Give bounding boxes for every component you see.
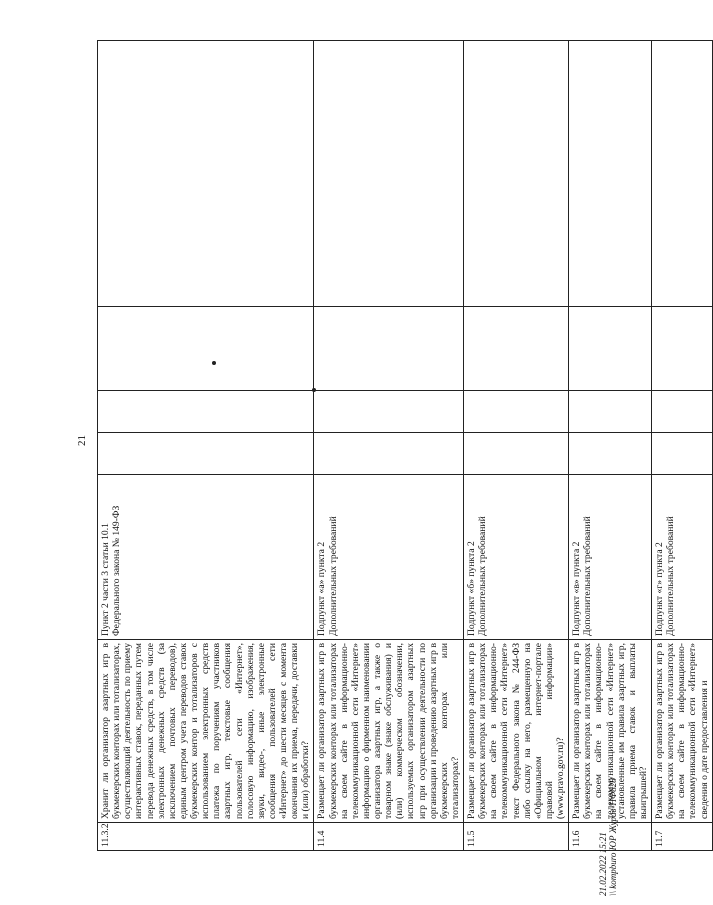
footer-stamp	[598, 778, 619, 896]
answer-cell-no	[464, 391, 569, 433]
row-legal-basis: Подпункт «в» пункта 2 Дополнительных требований	[569, 475, 652, 640]
table-row	[464, 41, 569, 851]
answer-cell-yes	[464, 433, 569, 475]
answer-cell-yes	[569, 433, 652, 475]
answer-cell-yes	[314, 433, 464, 475]
answer-cell-na	[98, 307, 314, 391]
notes-cell	[464, 41, 569, 307]
answer-cell-na	[652, 307, 713, 391]
answer-cell-na	[569, 307, 652, 391]
answer-cell-no	[652, 391, 713, 433]
row-question: Размещает ли организатор азартных игр в букмекерских конторах или тотализаторах на своем сайте в информационно-телекоммуникационной сети «Интернет» установленные им правила азартных игр, правила приема ставок и выплаты выигрышей?	[569, 640, 652, 823]
row-number: 11.5	[464, 823, 569, 851]
row-number: 11.7	[652, 823, 713, 851]
answer-cell-na	[314, 307, 464, 391]
row-number: 11.4	[314, 823, 464, 851]
requirements-table	[97, 40, 713, 851]
notes-cell	[569, 41, 652, 307]
table-row	[569, 41, 652, 851]
answer-cell-no	[98, 391, 314, 433]
row-legal-basis: Подпункт «а» пункта 2 Дополнительных требований	[314, 475, 464, 640]
page-number: 21	[76, 435, 88, 446]
notes-cell	[652, 41, 713, 307]
answer-cell-yes	[98, 433, 314, 475]
row-legal-basis: Пункт 2 части 3 статьи 10.1 Федерального закона № 149-ФЗ	[98, 475, 314, 640]
row-legal-basis: Подпункт «б» пункта 2 Дополнительных требований	[464, 475, 569, 640]
row-question: Размещает ли организатор азартных игр в букмекерских конторах или тотализаторах на своем сайте в информационно-телекоммуникационной сети «Интернет» текст Федерального закона № 244-ФЗ либо ссылку на него, размещенную на «Официальном интернет-портале правовой информации» (www.pravo.gov.ru)?	[464, 640, 569, 823]
notes-cell	[98, 41, 314, 307]
answer-cell-no	[569, 391, 652, 433]
footer-date: 21.02.2022 15:21	[598, 832, 608, 896]
table-row	[652, 41, 713, 851]
answer-cell-na	[464, 307, 569, 391]
row-question: Хранит ли организатор азартных игр в букмекерских конторах или тотализаторах, осуществляющий деятельность по приему интерактивных ставок, переданных путем перевода денежных средств, в том числе электронных денежных средств (за исключением почтовых переводов), единым центром учета переводов ставок букмекерских контор и тотализаторов с использованием электронных средств платежа по поручениям участников азартных игр, текстовые сообщения пользователей сети «Интернет», голосовую информацию, изображения, звуки, видео-, иные электронные сообщения пользователей сети «Интернет» до шести месяцев с момента окончания их приема, передачи, доставки и (или) обработки?	[98, 640, 314, 823]
row-question: Размещает ли организатор азартных игр в букмекерских конторах или тотализаторах на своем сайте в информационно-телекоммуникационной сети «Интернет» сведения о дате предоставления и	[652, 640, 713, 823]
row-question: Размещает ли организатор азартных игр в букмекерских конторах или тотализаторах на своем сайте в информационно-телекоммуникационной сети «Интернет» информацию о фирменном наименовании организатора азартных игр, а также о товарном знаке (знаке обслуживания) и (или) коммерческом обозначении, используемых организатором азартных игр при осуществлении деятельности по организации и проведению азартных игр в букмекерских конторах или тотализаторах?	[314, 640, 464, 823]
scan-speck	[312, 388, 316, 392]
row-legal-basis: Подпункт «г» пункта 2 Дополнительных требований	[652, 475, 713, 640]
answer-cell-no	[314, 391, 464, 433]
table-row	[98, 41, 314, 851]
row-number: 11.3.2	[98, 823, 314, 851]
scan-speck	[212, 361, 216, 365]
footer-signature: \\ kompburo ЮР Журав-НФ828	[608, 778, 619, 896]
notes-cell	[314, 41, 464, 307]
answer-cell-yes	[652, 433, 713, 475]
row-number: 11.6	[569, 823, 652, 851]
table-row	[314, 41, 464, 851]
